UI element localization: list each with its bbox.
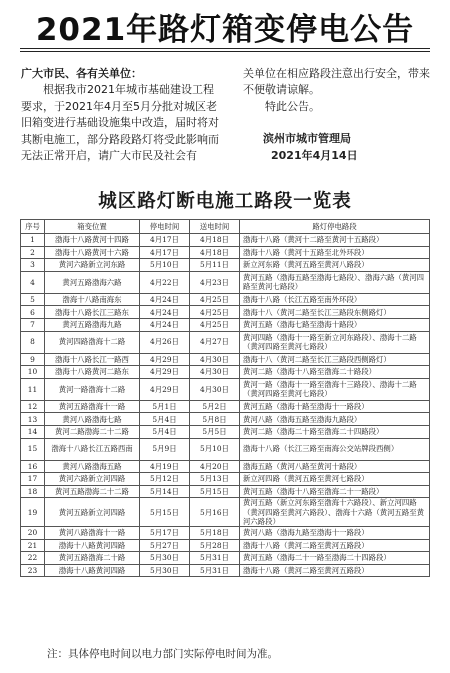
- cell-route: 黄河二路（渤海十八路至渤海二十路段）: [240, 366, 430, 379]
- cell-route: 黄河五路（新立河东路至渤海十六路段）、新立河四路（黄河四路至黄河六路段）、渤海十六路（黄河五路至黄河六路段）: [240, 498, 430, 527]
- cell-on-time: 5月8日: [190, 413, 240, 426]
- cell-on-time: 5月31日: [190, 564, 240, 577]
- cell-off-time: 5月12日: [140, 473, 190, 486]
- cell-location: 黄河五路渤海六路: [45, 271, 140, 293]
- notice-body-left: 根据我市2021年城市基础建设工程要求，于2021年4月至5月分批对城区老旧箱变进行基础设施集中改造，届时将对其断电施工，部分路段路灯将受此影响而无法正常开启，请广大市民及社会有: [21, 83, 219, 163]
- cell-no: 4: [21, 271, 45, 293]
- notice-date: 2021年4月14日: [271, 148, 358, 162]
- table-row: [21, 353, 430, 366]
- cell-route: 渤海十八路（黄河十五路至北外环段）: [240, 246, 430, 259]
- cell-off-time: 5月4日: [140, 425, 190, 438]
- cell-route: 渤海十八（黄河二路至长江三路段西侧路灯）: [240, 353, 430, 366]
- table-row: [21, 293, 430, 306]
- cell-on-time: 5月31日: [190, 552, 240, 565]
- table-row: [21, 331, 430, 353]
- cell-route: 黄河八路（渤海五路至渤海九路段）: [240, 413, 430, 426]
- cell-route: 新立河东路（黄河五路至黄河八路段）: [240, 259, 430, 272]
- table-row: [21, 485, 430, 498]
- header-no: 序号: [21, 220, 45, 234]
- cell-location: 黄河六路新立河四路: [45, 473, 140, 486]
- cell-location: 黄河五路渤海二十二路: [45, 485, 140, 498]
- cell-route: 渤海十八路（长江三路至南海公交站牌段西侧）: [240, 438, 430, 460]
- page-title: 2021年路灯箱变停电公告: [35, 12, 415, 48]
- cell-off-time: 5月1日: [140, 400, 190, 413]
- cell-no: 5: [21, 293, 45, 306]
- table-header-row: [21, 220, 430, 234]
- cell-off-time: 4月17日: [140, 246, 190, 259]
- cell-on-time: 5月18日: [190, 526, 240, 539]
- table-row: [21, 259, 430, 272]
- cell-no: 22: [21, 552, 45, 565]
- cell-on-time: 5月5日: [190, 425, 240, 438]
- cell-on-time: 4月25日: [190, 293, 240, 306]
- table-body: [21, 234, 430, 577]
- cell-off-time: 4月19日: [140, 460, 190, 473]
- cell-on-time: 4月30日: [190, 366, 240, 379]
- cell-on-time: 4月20日: [190, 460, 240, 473]
- title-rule-thin: [20, 51, 430, 52]
- cell-route: 渤海十八路（黄河十二路至黄河十五路段）: [240, 234, 430, 247]
- cell-location: 黄河五路渤海十一路: [45, 400, 140, 413]
- cell-no: 23: [21, 564, 45, 577]
- cell-no: 21: [21, 539, 45, 552]
- table-row: [21, 271, 430, 293]
- header-location: 箱变位置: [45, 220, 140, 234]
- cell-route: 渤海五路（黄河八路至黄河十路段）: [240, 460, 430, 473]
- cell-no: 17: [21, 473, 45, 486]
- cell-off-time: 5月15日: [140, 498, 190, 527]
- cell-location: 渤海十八路黄河十六路: [45, 246, 140, 259]
- cell-route: 黄河八路（渤海九路至渤海十一路段）: [240, 526, 430, 539]
- cell-off-time: 5月4日: [140, 413, 190, 426]
- cell-route: 渤海十八路（黄河二路至黄河五路段）: [240, 539, 430, 552]
- header-off-time: 停电时间: [140, 220, 190, 234]
- cell-no: 9: [21, 353, 45, 366]
- cell-location: 渤海十八路长江五路西南: [45, 438, 140, 460]
- cell-on-time: 4月18日: [190, 246, 240, 259]
- cell-route: 黄河五路（渤海十八路至渤海二十一路段）: [240, 485, 430, 498]
- cell-route: 黄河五路（渤海五路至渤海七路段）、渤海六路（黄河四路至黄河七路段）: [240, 271, 430, 293]
- notice-left-column: [21, 66, 224, 164]
- table-title: 城区路灯断电施工路段一览表: [98, 191, 352, 212]
- cell-off-time: 5月27日: [140, 539, 190, 552]
- table-row: [21, 539, 430, 552]
- cell-no: 11: [21, 378, 45, 400]
- cell-off-time: 5月30日: [140, 564, 190, 577]
- cell-off-time: 5月14日: [140, 485, 190, 498]
- cell-off-time: 4月24日: [140, 306, 190, 319]
- notice-org: 滨州市城市管理局: [263, 132, 351, 146]
- cell-on-time: 4月27日: [190, 331, 240, 353]
- table-row: [21, 306, 430, 319]
- footnote: 注：具体停电时间以电力部门实际停电时间为准。: [47, 648, 278, 660]
- cell-off-time: 5月10日: [140, 259, 190, 272]
- table-row: [21, 378, 430, 400]
- cell-location: 渤海十八路黄河四路: [45, 539, 140, 552]
- cell-off-time: 4月22日: [140, 271, 190, 293]
- cell-route: 黄河五路（渤海七路至渤海十路段）: [240, 318, 430, 331]
- cell-no: 6: [21, 306, 45, 319]
- cell-location: 黄河二路渤海二十二路: [45, 425, 140, 438]
- cell-no: 8: [21, 331, 45, 353]
- notice-greeting: 广大市民、各有关单位：: [21, 67, 142, 80]
- cell-location: 黄河八路渤海十一路: [45, 526, 140, 539]
- table-row: [21, 498, 430, 527]
- cell-no: 14: [21, 425, 45, 438]
- table-row: [21, 438, 430, 460]
- cell-on-time: 5月13日: [190, 473, 240, 486]
- cell-on-time: 4月23日: [190, 271, 240, 293]
- cell-off-time: 5月30日: [140, 552, 190, 565]
- cell-off-time: 5月17日: [140, 526, 190, 539]
- cell-no: 15: [21, 438, 45, 460]
- cell-off-time: 4月26日: [140, 331, 190, 353]
- cell-route: 黄河五路（渤海二十一路至渤海二十四路段）: [240, 552, 430, 565]
- cell-no: 10: [21, 366, 45, 379]
- cell-off-time: 4月29日: [140, 366, 190, 379]
- table-row: [21, 425, 430, 438]
- cell-on-time: 5月28日: [190, 539, 240, 552]
- table-row: [21, 366, 430, 379]
- notice-right-column: [243, 66, 433, 164]
- cell-off-time: 4月17日: [140, 234, 190, 247]
- table-row: [21, 413, 430, 426]
- cell-route: 黄河一路（渤海十一路至渤海十三路段）、渤海十二路（黄河四路至黄河七路段）: [240, 378, 430, 400]
- header-route: 路灯停电路段: [240, 220, 430, 234]
- notice-body-right: 关单位在相应路段注意出行安全，带来不便敬请谅解。: [243, 67, 430, 97]
- cell-on-time: 5月15日: [190, 485, 240, 498]
- cell-location: 渤海十八路黄河十四路: [45, 234, 140, 247]
- cell-on-time: 5月11日: [190, 259, 240, 272]
- cell-on-time: 5月10日: [190, 438, 240, 460]
- table-row: [21, 318, 430, 331]
- table-row: [21, 552, 430, 565]
- cell-location: 黄河五路渤海二十路: [45, 552, 140, 565]
- cell-location: 黄河一路渤海十二路: [45, 378, 140, 400]
- cell-on-time: 4月30日: [190, 353, 240, 366]
- cell-on-time: 4月18日: [190, 234, 240, 247]
- cell-location: 黄河八路渤海七路: [45, 413, 140, 426]
- table-row: [21, 473, 430, 486]
- cell-no: 2: [21, 246, 45, 259]
- cell-on-time: 4月25日: [190, 306, 240, 319]
- table-row: [21, 234, 430, 247]
- table-row: [21, 564, 430, 577]
- cell-location: 渤海十八路黄河二路东: [45, 366, 140, 379]
- cell-route: 黄河五路（渤海十路至渤海十一路段）: [240, 400, 430, 413]
- cell-location: 黄河四路渤海十二路: [45, 331, 140, 353]
- cell-off-time: 4月29日: [140, 378, 190, 400]
- table-row: [21, 400, 430, 413]
- cell-route: 新立河四路（黄河五路至黄河七路段）: [240, 473, 430, 486]
- cell-on-time: 4月30日: [190, 378, 240, 400]
- title-rule: [20, 48, 430, 49]
- cell-location: 黄河五路渤海九路: [45, 318, 140, 331]
- header-on-time: 送电时间: [190, 220, 240, 234]
- cell-location: 渤海十八路长江一路西: [45, 353, 140, 366]
- cell-on-time: 5月2日: [190, 400, 240, 413]
- cell-no: 12: [21, 400, 45, 413]
- table-row: [21, 460, 430, 473]
- cell-no: 16: [21, 460, 45, 473]
- cell-location: 黄河六路新立河东路: [45, 259, 140, 272]
- cell-on-time: 5月16日: [190, 498, 240, 527]
- table-row: [21, 526, 430, 539]
- cell-no: 20: [21, 526, 45, 539]
- cell-off-time: 4月29日: [140, 353, 190, 366]
- cell-no: 7: [21, 318, 45, 331]
- cell-on-time: 4月25日: [190, 318, 240, 331]
- table-row: [21, 246, 430, 259]
- cell-route: 黄河二路（渤海二十路至渤海二十四路段）: [240, 425, 430, 438]
- cell-no: 13: [21, 413, 45, 426]
- cell-route: 渤海十八路（黄河二路至黄河五路段）: [240, 564, 430, 577]
- cell-location: 黄河五路新立河四路: [45, 498, 140, 527]
- cell-location: 渤海十八路南海东: [45, 293, 140, 306]
- cell-no: 18: [21, 485, 45, 498]
- cell-route: 渤海十八（黄河二路至长江三路段东侧路灯）: [240, 306, 430, 319]
- cell-route: 渤海十八路（长江五路至南外环段）: [240, 293, 430, 306]
- notice-closing: 特此公告。: [265, 99, 320, 113]
- cell-off-time: 5月9日: [140, 438, 190, 460]
- cell-location: 渤海十八路黄河四路: [45, 564, 140, 577]
- cell-location: 渤海十八路长江三路东: [45, 306, 140, 319]
- cell-off-time: 4月24日: [140, 318, 190, 331]
- cell-no: 1: [21, 234, 45, 247]
- cell-no: 19: [21, 498, 45, 527]
- cell-location: 黄河八路渤海五路: [45, 460, 140, 473]
- cell-off-time: 4月24日: [140, 293, 190, 306]
- closure-table: [20, 219, 430, 577]
- cell-no: 3: [21, 259, 45, 272]
- cell-route: 黄河四路（渤海十一路至新立河东路段）、渤海十二路（黄河四路至黄河七路段）: [240, 331, 430, 353]
